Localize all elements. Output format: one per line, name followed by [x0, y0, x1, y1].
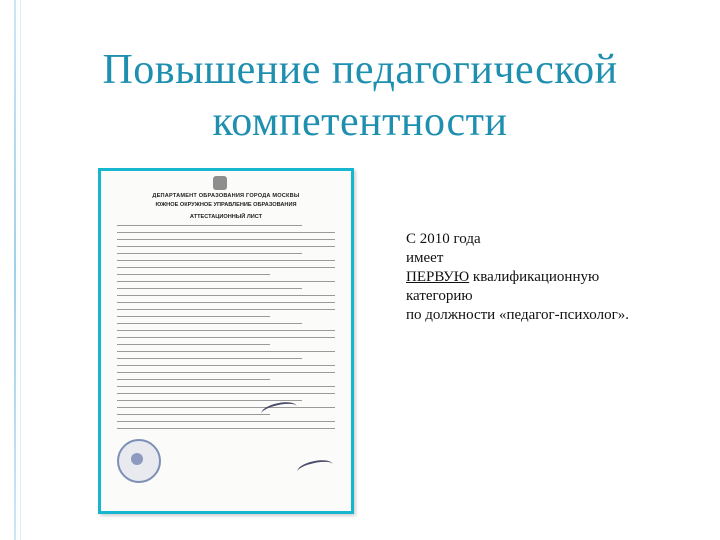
qualification-info — [406, 230, 706, 325]
document-heading-2: ЮЖНОЕ ОКРУЖНОЕ УПРАВЛЕНИЕ ОБРАЗОВАНИЯ — [155, 202, 297, 208]
slide-title — [0, 44, 720, 148]
certificate-image — [98, 168, 354, 514]
slide-title-line-1: Повышение педагогической — [102, 47, 618, 93]
signature-mark — [296, 457, 334, 478]
info-line-1: С 2010 года — [406, 231, 481, 247]
document-text-lines — [117, 225, 335, 435]
document-heading-1: ДЕПАРТАМЕНТ ОБРАЗОВАНИЯ ГОРОДА МОСКВЫ — [152, 193, 300, 199]
slide-title-line-2: компетентности — [212, 99, 508, 145]
info-line-3 — [406, 268, 706, 287]
info-line-4: категорию — [406, 288, 473, 304]
info-line-2: имеет — [406, 250, 444, 266]
document-heading-3: АТТЕСТАЦИОННЫЙ ЛИСТ — [189, 214, 263, 220]
info-category-underlined: ПЕРВУЮ — [406, 269, 470, 285]
official-stamp-icon — [117, 439, 161, 483]
info-line-5: по должности «педагог-психолог». — [406, 307, 629, 323]
coat-of-arms-icon — [213, 176, 227, 190]
info-line-3-rest: квалификационную — [469, 269, 600, 285]
